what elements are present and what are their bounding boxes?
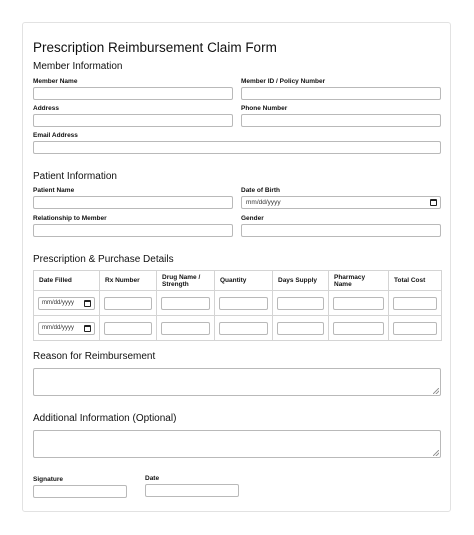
- form-title: Prescription Reimbursement Claim Form: [33, 40, 277, 55]
- member-name-label: Member Name: [33, 78, 78, 85]
- total-cost-input[interactable]: [393, 297, 437, 310]
- total-cost-cell: [389, 291, 442, 316]
- column-header: Rx Number: [100, 271, 157, 291]
- member-section-heading: Member Information: [33, 61, 123, 72]
- days-supply-cell: [273, 316, 329, 341]
- date-placeholder: mm/dd/yyyy: [42, 324, 75, 331]
- member-id-label: Member ID / Policy Number: [241, 78, 326, 85]
- signature-input[interactable]: [33, 485, 127, 498]
- date-label: Date: [145, 475, 160, 482]
- date-filled-cell: [34, 316, 100, 341]
- total-cost-input[interactable]: [393, 322, 437, 335]
- quantity-input[interactable]: [219, 297, 268, 310]
- claim-form: [22, 22, 451, 512]
- column-header: Total Cost: [389, 271, 442, 291]
- drug-name-input[interactable]: [161, 297, 210, 310]
- dob-input[interactable]: [241, 196, 441, 209]
- signature-label: Signature: [33, 476, 63, 483]
- patient-name-label: Patient Name: [33, 187, 75, 194]
- dob-label: Date of Birth: [241, 187, 280, 194]
- gender-label: Gender: [241, 215, 264, 222]
- pharmacy-name-cell: [329, 291, 389, 316]
- signature-date-input[interactable]: [145, 484, 239, 497]
- reason-textarea[interactable]: [33, 368, 441, 396]
- days-supply-cell: [273, 291, 329, 316]
- column-header: Days Supply: [273, 271, 329, 291]
- date-filled-input[interactable]: [38, 322, 95, 335]
- member-id-input[interactable]: [241, 87, 441, 100]
- days-supply-input[interactable]: [277, 322, 324, 335]
- resize-grip-icon[interactable]: [433, 450, 439, 456]
- resize-grip-icon[interactable]: [433, 388, 439, 394]
- pharmacy-name-input[interactable]: [333, 297, 384, 310]
- column-header: Date Filled: [34, 271, 100, 291]
- email-label: Email Address: [33, 132, 78, 139]
- gender-input[interactable]: [241, 224, 441, 237]
- drug-name-cell: [157, 291, 215, 316]
- table-header-row: [34, 271, 442, 291]
- drug-name-input[interactable]: [161, 322, 210, 335]
- date-filled-cell: [34, 291, 100, 316]
- calendar-icon[interactable]: [430, 199, 437, 206]
- quantity-input[interactable]: [219, 322, 268, 335]
- column-header: Drug Name / Strength: [157, 271, 215, 291]
- column-header: Quantity: [215, 271, 273, 291]
- address-input[interactable]: [33, 114, 233, 127]
- rx-number-cell: [100, 316, 157, 341]
- prescription-table: [33, 270, 442, 341]
- dob-placeholder: mm/dd/yyyy: [246, 199, 281, 206]
- column-header: Pharmacy Name: [329, 271, 389, 291]
- calendar-icon[interactable]: [84, 325, 91, 332]
- table-row: [34, 291, 442, 316]
- pharmacy-name-input[interactable]: [333, 322, 384, 335]
- total-cost-cell: [389, 316, 442, 341]
- email-input[interactable]: [33, 141, 441, 154]
- rx-number-cell: [100, 291, 157, 316]
- phone-label: Phone Number: [241, 105, 288, 112]
- days-supply-input[interactable]: [277, 297, 324, 310]
- phone-input[interactable]: [241, 114, 441, 127]
- member-name-input[interactable]: [33, 87, 233, 100]
- patient-section-heading: Patient Information: [33, 171, 117, 182]
- patient-name-input[interactable]: [33, 196, 233, 209]
- rx-number-input[interactable]: [104, 297, 152, 310]
- relationship-input[interactable]: [33, 224, 233, 237]
- date-filled-input[interactable]: [38, 297, 95, 310]
- relationship-label: Relationship to Member: [33, 215, 107, 222]
- address-label: Address: [33, 105, 60, 112]
- additional-info-textarea[interactable]: [33, 430, 441, 458]
- quantity-cell: [215, 291, 273, 316]
- table-row: [34, 316, 442, 341]
- rx-number-input[interactable]: [104, 322, 152, 335]
- reason-section-heading: Reason for Reimbursement: [33, 351, 156, 362]
- drug-name-cell: [157, 316, 215, 341]
- calendar-icon[interactable]: [84, 300, 91, 307]
- date-placeholder: mm/dd/yyyy: [42, 299, 75, 306]
- pharmacy-name-cell: [329, 316, 389, 341]
- quantity-cell: [215, 316, 273, 341]
- additional-section-heading: Additional Information (Optional): [33, 413, 177, 424]
- prescription-section-heading: Prescription & Purchase Details: [33, 254, 174, 265]
